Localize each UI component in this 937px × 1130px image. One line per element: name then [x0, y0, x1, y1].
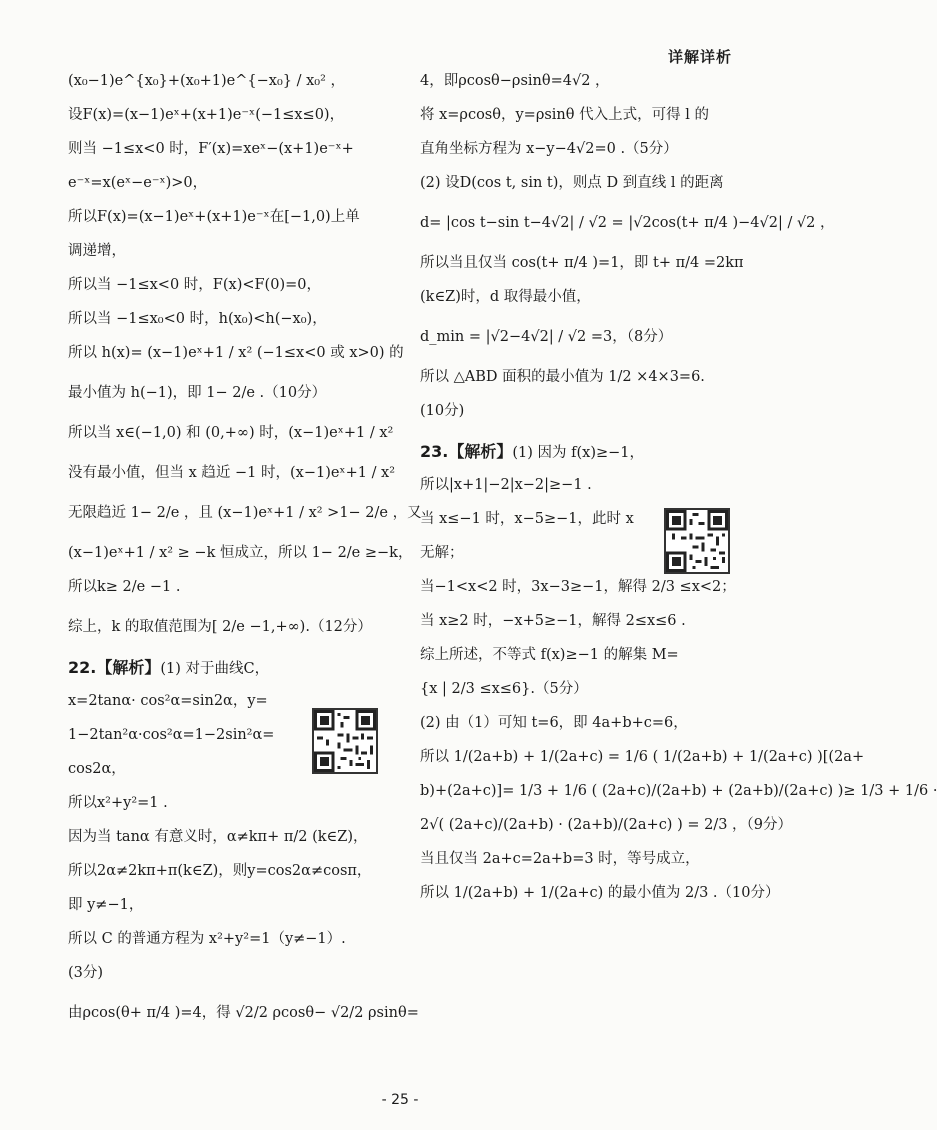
text-line: (1) 对于曲线C，	[160, 661, 270, 677]
text-line: 没有最小值，但当 x 趋近 −1 时，(x−1)eˣ+1 / x²	[68, 465, 396, 481]
text-line: 则当 −1≤x<0 时，F′(x)=xeˣ−(x+1)e⁻ˣ+	[68, 141, 354, 157]
text-line: (2) 设D(cos t, sin t)，则点 D 到直线 l 的距离	[420, 175, 724, 191]
text-line: {x | 2/3 ≤x≤6}.（5分）	[420, 681, 588, 698]
text-line: (10分)	[420, 403, 465, 419]
text-line: 所以k≥ 2/e −1 .	[68, 579, 181, 595]
text-line: 所以当 −1≤x₀<0 时，h(x₀)<h(−x₀)，	[68, 311, 327, 327]
text-line: 无解；	[420, 545, 464, 562]
text-line: 最小值为 h(−1)，即 1− 2/e .（10分）	[68, 385, 327, 401]
question-number: 23.	[420, 442, 449, 461]
text-line: 所以 1/(2a+b) + 1/(2a+c) 的最小值为 2/3 .（10分）	[420, 885, 780, 902]
text-line: 所以当 −1≤x<0 时，F(x)<F(0)=0，	[68, 277, 321, 293]
text-line: 当 x≤−1 时，x−5≥−1，此时 x	[420, 511, 634, 528]
text-line: d_min = |√2−4√2| / √2 =3，（8分）	[420, 329, 673, 345]
text-line: 所以 h(x)= (x−1)eˣ+1 / x² (−1≤x<0 或 x>0) 的	[68, 345, 404, 361]
text-line: 当−1<x<2 时，3x−3≥−1，解得 2/3 ≤x<2；	[420, 579, 736, 596]
text-line: 所以|x+1|−2|x−2|≥−1 .	[420, 477, 592, 494]
text-line: (2) 由（1）可知 t=6，即 4a+b+c=6，	[420, 715, 688, 732]
text-line: 4，即ρcosθ−ρsinθ=4√2 ，	[420, 73, 610, 89]
text-line: 所以 △ABD 面积的最小值为 1/2 ×4×3=6.	[420, 369, 705, 385]
text-line: 所以F(x)=(x−1)eˣ+(x+1)e⁻ˣ在[−1,0)上单	[68, 209, 360, 225]
text-line: 综上所述，不等式 f(x)≥−1 的解集 M=	[420, 647, 679, 664]
page-header-title: 详解详析	[667, 48, 732, 66]
text-line: 所以2α≠2kπ+π(k∈Z)，则y=cos2α≠cosπ，	[68, 863, 372, 880]
text-line: 所以 1/(2a+b) + 1/(2a+c) = 1/6 ( 1/(2a+b) + 1/(2a+c) )[(2a+	[420, 749, 865, 766]
text-line: 2√( (2a+c)/(2a+b) · (2a+b)/(2a+c) ) = 2/3 ，（9分）	[420, 817, 793, 834]
question-number: 22.	[68, 658, 97, 677]
qr-code-icon[interactable]	[664, 508, 730, 574]
text-line: 调递增，	[68, 243, 126, 259]
text-line: 所以当且仅当 cos(t+ π/4 )=1，即 t+ π/4 =2kπ	[420, 255, 744, 271]
analysis-tag: 【解析】	[448, 442, 513, 461]
qr-code-icon[interactable]	[312, 708, 378, 774]
text-line: 因为当 tanα 有意义时，α≠kπ+ π/2 (k∈Z)，	[68, 829, 368, 846]
text-line: b)+(2a+c)]= 1/3 + 1/6 ( (2a+c)/(2a+b) + (2a+b)/(2a+c) )≥ 1/3 + 1/6 ·	[420, 783, 937, 800]
text-line: 即 y≠−1，	[68, 897, 144, 914]
text-line: 所以当 x∈(−1,0) 和 (0,+∞) 时，(x−1)eˣ+1 / x²	[68, 425, 394, 441]
text-line: 由ρcos(θ+ π/4 )=4，得 √2/2 ρcosθ− √2/2 ρsinθ=	[68, 1005, 419, 1022]
text-line: e⁻ˣ=x(eˣ−e⁻ˣ)>0，	[68, 175, 208, 191]
text-line: x=2tanα· cos²α=sin2α，y=	[68, 693, 268, 710]
text-line: 综上，k 的取值范围为[ 2/e −1,+∞).（12分）	[68, 619, 372, 635]
text-line: (k∈Z)时，d 取得最小值，	[420, 289, 591, 305]
text-line: 1−2tan²α·cos²α=1−2sin²α=	[68, 727, 275, 744]
page-number: - 25 -	[381, 1092, 419, 1108]
text-line: 设F(x)=(x−1)eˣ+(x+1)e⁻ˣ(−1≤x≤0)，	[68, 107, 345, 123]
text-line: (3分)	[68, 965, 104, 982]
text-line: (x−1)eˣ+1 / x² ≥ −k 恒成立，所以 1− 2/e ≥−k，	[68, 545, 413, 561]
text-line: 当且仅当 2a+c=2a+b=3 时，等号成立，	[420, 851, 700, 868]
text-line: 直角坐标方程为 x−y−4√2=0 .（5分）	[420, 141, 678, 157]
right-column	[420, 72, 937, 904]
text-line: 将 x=ρcosθ，y=ρsinθ 代入上式，可得 l 的	[420, 107, 709, 123]
text-line: d= |cos t−sin t−4√2| / √2 = |√2cos(t+ π/4 )−4√2| / √2 ，	[420, 215, 835, 231]
analysis-tag: 【解析】	[96, 658, 161, 677]
text-line: 所以x²+y²=1 .	[68, 795, 168, 812]
text-line: 无限趋近 1− 2/e ，且 (x−1)eˣ+1 / x² >1− 2/e ，又	[68, 505, 422, 521]
text-line: 当 x≥2 时，−x+5≥−1，解得 2≤x≤6 .	[420, 613, 686, 630]
text-line: 所以 C 的普通方程为 x²+y²=1（y≠−1）.	[68, 931, 346, 948]
text-line: (1) 因为 f(x)≥−1，	[512, 445, 644, 461]
text-line: cos2α，	[68, 761, 126, 778]
text-line: (x₀−1)e^{x₀}+(x₀+1)e^{−x₀} / x₀² ，	[68, 73, 346, 89]
left-column	[68, 72, 422, 1024]
